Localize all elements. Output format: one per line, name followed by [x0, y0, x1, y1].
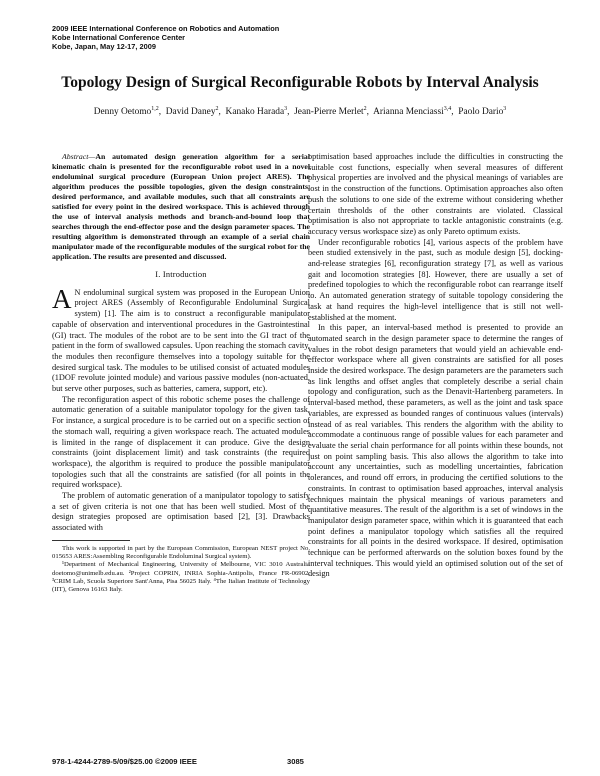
abstract [52, 152, 310, 262]
paper-title: Topology Design of Surgical Reconfigurable Robots by Interval Analysis [61, 74, 539, 91]
footnote-affiliations: ¹Department of Mechanical Engineering, University of Melbourne, VIC 3010 Australia doetomo@unimelb.edu.au. ²Project COPRIN, INRIA Sophia-Antipolis, France FR-06902. ³CRIM Lab, Scuola Superiore Sant'Anna, Pisa 56025 Italy. ⁴The Italian Institute of Technology (IIT), Genova 16163 Italy. [52, 561, 310, 594]
author: Denny Oetomo [93, 107, 152, 118]
intro-paragraph-1-text: N endoluminal surgical system was proposed in the European Union project ARES (Assembly of Reconfigurable Endoluminal Surgical system) [1]. The aim is to construct a reconfigurable manipulator capable of observation and interventional procedures in the Gastrointestinal (GI) tract. The modules of the robot are to be sent into the GI tract of the patient in the form of swallowed capsules. Upon reaching the stomach cavity, the modules then reconfigure themselves into a topology suitable for the desired surgical task. The modules to be utilised consist of actuated modules (1DOF revolute jointed module) and various passive modules (non-actuated, but serve other purposes, such as batteries, camera, support, etc). [52, 287, 310, 394]
conference-header [52, 24, 279, 52]
conference-line-1: 2009 IEEE International Conference on Robotics and Automation [52, 24, 280, 33]
conference-line-2: Kobe International Conference Center [52, 33, 186, 43]
conference-line-3: Kobe, Japan, May 12-17, 2009 [52, 42, 156, 52]
intro-paragraph-3: The problem of automatic generation of a manipulator topology to satisfy a set of given criteria is not one that has been well studied. Most of the design strategies proposed are optimisation based [2], [3]. Drawbacks associated with [52, 491, 310, 533]
drop-cap: A [52, 283, 72, 314]
author: David Daney [165, 107, 216, 118]
page-number: 3085 [287, 757, 304, 766]
right-paragraph-1: optimisation based approaches include the difficulties in constructing the suitable cost functions, especially when several measures of different physical properties are involved and the physical meanings of variables are lost in the construction of the functions. Optimisation approaches also often push the solutions to one side of the extreme without considering whether certain thresholds of the other constraints are violated. Classical optimisation is also not appropriate to tackle antagonistic constraints (e.g. accuracy versus workspace size) as only Pareto optimum exists. [308, 152, 563, 236]
left-column [52, 152, 310, 595]
right-paragraph-3: In this paper, an interval-based method is presented to provide an automated search in the design parameter space to determine the ranges of values in the robot design parameters that would yield an achievable end-effector workspace where all given constraints are satisfied for all poses inside the desired workspace. The design parameters are the parameters such as link lengths and offset angles that completely describe a serial chain topology and configuration, such as the Denavit-Hartenberg parameters. In interval-based method, these parameters, as well as the joint and task space variables, are expressed as bounded ranges of continuous values (intervals) instead of as real variables. This renders the algorithm with the ability to accommodate a continuous range of possible values for each parameter and evaluate the serial chain performance for all points within these bounds, not just on point sampling basis. This also allows the algorithm to take into account any uncertainties, such as modelling uncertainties, fabrication tolerances, and round off errors, in producing the certified solutions to the constraints. In contrast to optimisation based approaches, interval analysis techniques maintain the physical meanings of various parameters and quantitative measures. The result of the algorithm is a set of windows in the manipulator design parameter space, within which it is guaranteed that each point defines a manipulator topology which satisfies all the required constraints for all points in the desired workspace. If desired, optimisation technique can be performed afterwards on the solution boxes found by the interval techniques. This would yield an optimised solution out of the set of design [308, 323, 563, 579]
isbn-footer: 978-1-4244-2789-5/09/$25.00 ©2009 IEEE [52, 757, 197, 766]
right-column [308, 152, 563, 580]
author-affiliation: 2 [363, 106, 367, 112]
abstract-label: Abstract— [62, 152, 96, 161]
footnote-funding: This work is supported in part by the European Commission, European NEST project No. 015653 ARES:Assembling Reconfigurable Endoluminal Surgical system). [52, 544, 310, 561]
right-paragraph-2: Under reconfigurable robotics [4], various aspects of the problem have been studied extensively in the past, such as module design [5], docking-and-release strategies [6], reconfiguration strategy [7], as well as various gait and locomotion strategies [8]. However, there are usually a set of predefined topologies to which the reconfigurable robot can rearrange itself to. An automated generation strategy of suitable topology considering the task at hand requires the high-level intelligence that is still not well-established at the moment. [308, 237, 563, 322]
author-affiliation: 3 [284, 106, 288, 112]
author-affiliation: 1,2 [151, 106, 159, 112]
author: Arianna Menciassi [373, 107, 444, 118]
author-affiliation: 3,4 [443, 106, 452, 112]
abstract-text: An automated design generation algorithm for a serial kinematic chain is presented for the reconfigurable robot used in a novel endoluminal surgical procedure (European Union project ARES). The algorithm produces the possible topologies, given the design constraints, desired performance, and available modules, such that all constraints are satisfied for every point in the desired workspace. This is achieved through the use of interval analysis methods and branch-and-bound loop that searches through the end-effector pose and the design parameter spaces. The resulting algorithm is demonstrated through an example of a serial chain manipulator made of the reconfigurable modules of the surgical robot for the application. The results are presented and discussed. [52, 152, 310, 261]
author-affiliation: 2 [215, 106, 219, 112]
author-affiliation: 3 [503, 106, 507, 112]
author: Paolo Dario [458, 107, 504, 118]
intro-paragraph-2: The reconfiguration aspect of this robotic scheme poses the challenge of automatic generation of a suitable manipulator topology for the given task. For instance, a surgical procedure is to be carried out on a specific section of the stomach wall, requiring a given workspace reach. The actuated modules is limited in the range of displacement it can produce. Give the design constraints (joint displacement limit) and task constraints (the required workspace), the algorithm is required to produce the possible manipulator topologies such that all the constraints are satisfied (for all points in the required workspace). [52, 394, 310, 490]
author: Jean-Pierre Merlet [294, 107, 364, 118]
footnote-divider [52, 540, 130, 541]
intro-paragraph-1 [52, 283, 310, 395]
author: Kanako Harada [225, 107, 285, 118]
section-heading-introduction: I. Introduction [155, 270, 207, 279]
author-list: Denny Oetomo$^{1,2}$, David Daney$^2$, Kanako Harada$^3$, Jean-Pierre Merlet$^2$, Arianna Menciassi$^{3,4}$, Paolo Dario$^3$ [93, 106, 507, 118]
